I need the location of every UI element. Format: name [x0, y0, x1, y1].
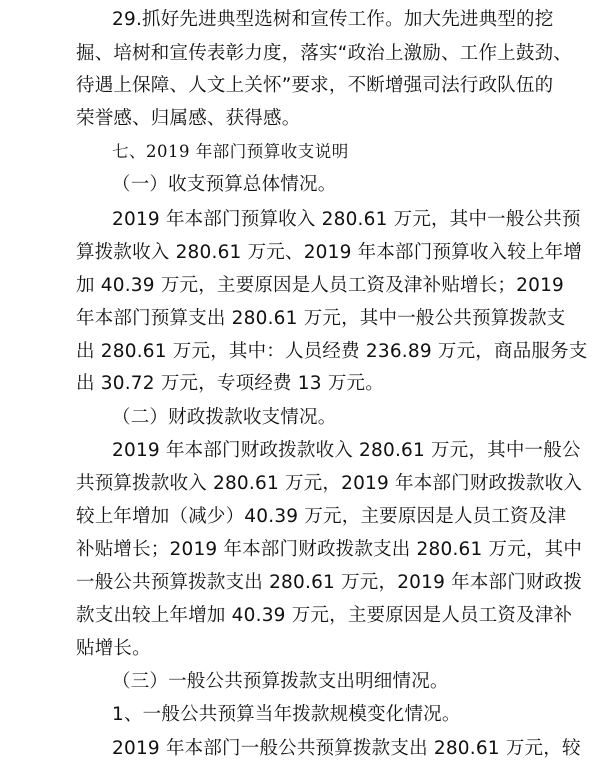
- paragraph-29-line-3: 待遇上保障、人文上关怀”要求，不断增强司法行政队伍的: [76, 75, 554, 96]
- part-2-line-1: 2019 年本部门财政拨款收入 280.61 万元，其中一般公: [112, 440, 581, 461]
- part-2-line-7: 贴增长。: [76, 638, 151, 659]
- part-2-line-4: 补贴增长；2019 年本部门财政拨款支出 280.61 万元，其中: [76, 539, 583, 560]
- part-2-line-6: 款支出较上年增加 40.39 万元，主要原因是人员工资及津补: [76, 605, 573, 626]
- part-2-line-2: 共预算拨款收入 280.61 万元，2019 年本部门财政拨款收入: [76, 473, 583, 494]
- part-1-heading: （一）收支预算总体情况。: [112, 174, 337, 195]
- part-1-line-3: 加 40.39 万元，主要原因是人员工资及津补贴增长；2019: [76, 275, 565, 296]
- paragraph-29-line-2: 掘、培树和宣传表彰力度，落实“政治上激励、工作上鼓劲、: [76, 43, 572, 64]
- part-2-heading: （二）财政拨款收支情况。: [112, 407, 337, 428]
- part-1-line-4: 年本部门预算支出 280.61 万元，其中一般公共预算拨款支: [76, 308, 566, 329]
- part-3-heading: （三）一般公共预算拨款支出明细情况。: [112, 671, 449, 692]
- part-2-line-3: 较上年增加（减少）40.39 万元，主要原因是人员工资及津: [76, 506, 567, 527]
- part-1-line-6: 出 30.72 万元，专项经费 13 万元。: [76, 373, 384, 394]
- part-1-line-2: 算拨款收入 280.61 万元、2019 年本部门预算收入较上年增: [76, 242, 583, 263]
- part-2-line-5: 一般公共预算拨款支出 280.61 万元，2019 年本部门财政拨: [76, 572, 583, 593]
- part-3-line-1: 2019 年本部门一般公共预算拨款支出 280.61 万元，较: [112, 738, 581, 759]
- paragraph-29-line-4: 荣誉感、归属感、获得感。: [76, 108, 301, 129]
- part-1-line-1: 2019 年本部门预算收入 280.61 万元，其中一般公共预: [112, 209, 581, 230]
- part-1-line-5: 出 280.61 万元，其中：人员经费 236.89 万元，商品服务支: [76, 341, 588, 362]
- paragraph-29-line-1: 29.抓好先进典型选树和宣传工作。加大先进典型的挖: [112, 9, 554, 30]
- section-7-title: 七、2019 年部门预算收支说明: [112, 142, 349, 161]
- part-3-subheading: 1、一般公共预算当年拨款规模变化情况。: [112, 704, 461, 725]
